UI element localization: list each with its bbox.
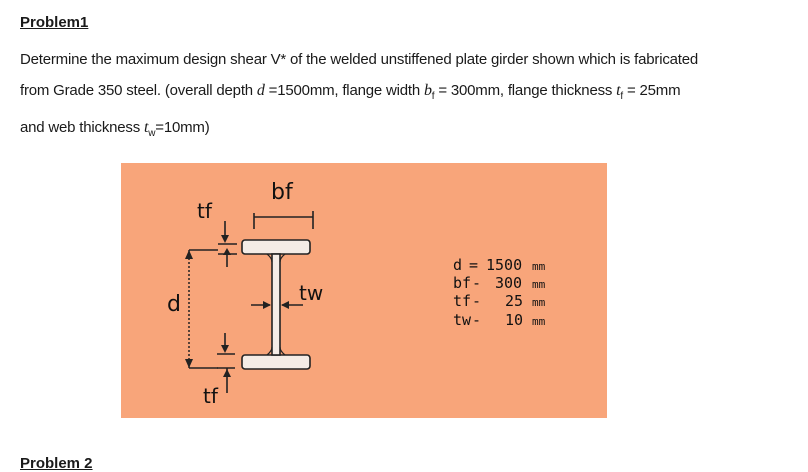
table-val-tw: 10 (505, 311, 524, 329)
tw-label: tw (299, 281, 324, 305)
table-sym-tf: tf (453, 292, 472, 310)
table-val-d: 1500 (486, 256, 523, 274)
table-sep-d: = (469, 256, 479, 274)
problem-title: Problem1 (20, 14, 89, 31)
table-unit-tf: mm (532, 296, 546, 309)
dimension-table (453, 256, 546, 329)
tf-bottom-label: tf (203, 384, 218, 408)
bf-dimension (254, 211, 313, 229)
problem-statement (20, 44, 790, 149)
statement-line-3: and web thickness $t_w=10mm$) (20, 119, 210, 139)
statement-line-2: from Grade 350 steel. (overall depth d =1500mm, flange width $b_f = 300mm$, flange thickness $t_f = 25mm$ (20, 82, 681, 102)
table-unit-d: mm (532, 260, 546, 273)
table-sep-bf: - (472, 274, 482, 292)
statement-line-1: Determine the maximum design shear V* of the welded unstiffened plate girder shown which is fabricated (20, 51, 699, 68)
next-problem-title: Problem 2 (20, 455, 93, 472)
tf-top-label: tf (197, 199, 212, 223)
table-sym-tw: tw (453, 311, 472, 329)
table-sep-tf: - (472, 292, 482, 310)
table-val-bf: 300 (495, 274, 523, 292)
girder-diagram (121, 163, 607, 418)
table-unit-bf: mm (532, 278, 546, 291)
table-val-tf: 25 (505, 292, 524, 310)
bf-label: bf (271, 180, 293, 205)
table-unit-tw: mm (532, 315, 546, 328)
d-dimension (189, 250, 218, 368)
table-sep-tw: - (472, 311, 482, 329)
table-sym-bf: bf (453, 274, 472, 292)
girder-figure (121, 163, 607, 418)
table-sym-d: d (453, 256, 463, 274)
d-label: d (167, 292, 181, 317)
